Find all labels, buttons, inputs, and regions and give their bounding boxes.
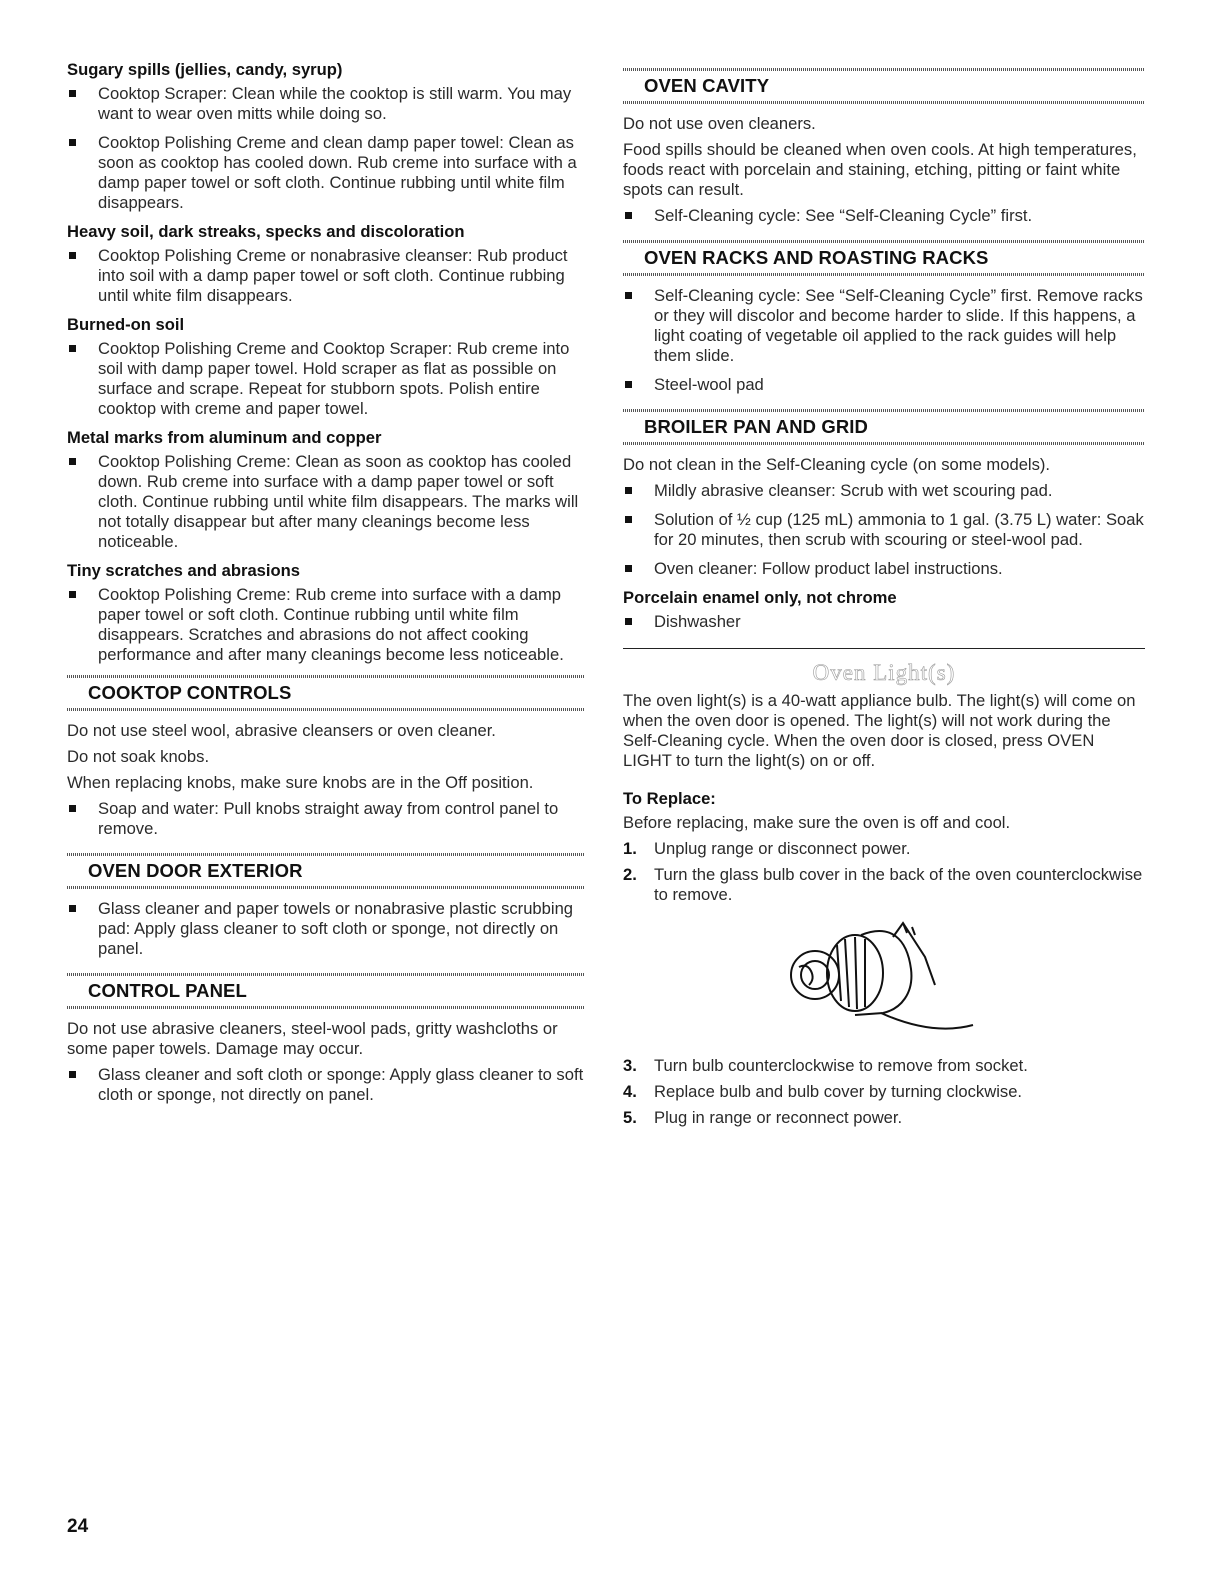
bullet-square-icon bbox=[69, 805, 76, 812]
list-item: Glass cleaner and paper towels or nonabrasive plastic scrubbing pad: Apply glass cleaner to soft cloth or sponge, not directly on panel. bbox=[67, 899, 584, 959]
section-heading: COOKTOP CONTROLS bbox=[88, 682, 292, 703]
section-rule bbox=[67, 886, 584, 889]
step-item: 4. Replace bulb and bulb cover by turning clockwise. bbox=[623, 1082, 1023, 1101]
list-item: Cooktop Polishing Creme and clean damp paper towel: Clean as soon as cooktop has cooled down. Rub creme into surface with a damp paper towel or soft cloth. Continue rubbing until white film disappears. bbox=[67, 133, 584, 213]
porcelain-title: Porcelain enamel only, not chrome bbox=[623, 588, 897, 607]
bullet-square-icon bbox=[625, 292, 632, 299]
section-oven-racks bbox=[623, 240, 1145, 276]
section-rule bbox=[67, 708, 584, 711]
section-heading: OVEN DOOR EXTERIOR bbox=[88, 860, 303, 881]
list-item: Cooktop Polishing Creme or nonabrasive cleanser: Rub product into soil with a damp paper towel or soft cloth. Continue rubbing until white film disappears. bbox=[67, 246, 584, 306]
paragraph: Food spills should be cleaned when oven cools. At high temperatures, foods react with porcelain and staining, etching, pitting or faint white spots can result. bbox=[623, 140, 1137, 199]
list-item: Cooktop Polishing Creme: Rub creme into surface with a damp paper towel or soft cloth. Continue rubbing until white film disappears. Scratches and abrasions do not affect cooking performance and after many cleanings become less noticeable. bbox=[67, 585, 584, 665]
bullet-square-icon bbox=[69, 90, 76, 97]
paragraph: The oven light(s) is a 40-watt appliance bulb. The light(s) will come on when the oven door is opened. The light(s) will not work during the Self-Cleaning cycle. When the oven door is closed, press OVEN LIGHT to turn the light(s) on or off. bbox=[623, 691, 1136, 770]
bullet-square-icon bbox=[69, 905, 76, 912]
list-item: Solution of ½ cup (125 mL) ammonia to 1 gal. (3.75 L) water: Soak for 20 minutes, then scrub with scouring or steel-wool pad. bbox=[623, 510, 1145, 550]
section-rule bbox=[623, 273, 1145, 276]
burned-on-soil-title: Burned-on soil bbox=[67, 315, 185, 334]
list-item: Glass cleaner and soft cloth or sponge: Apply glass cleaner to soft cloth or sponge, not directly on panel. bbox=[67, 1065, 584, 1105]
list-item: Dishwasher bbox=[623, 612, 1145, 632]
step-item: 2. Turn the glass bulb cover in the back of the oven counterclockwise to remove. bbox=[623, 865, 1143, 904]
bullet-square-icon bbox=[69, 458, 76, 465]
step-item: 5. Plug in range or reconnect power. bbox=[623, 1108, 903, 1127]
section-broiler-pan bbox=[623, 409, 1145, 445]
paragraph: Before replacing, make sure the oven is off and cool. bbox=[623, 813, 1011, 832]
bulb-cover-removal-illustration bbox=[623, 915, 1145, 1043]
bullet-square-icon bbox=[625, 381, 632, 388]
list-item: Cooktop Polishing Creme and Cooktop Scraper: Rub creme into soil with damp paper towel. Hold scraper as flat as possible on surface and scrape. Repeat for stubborn spots. Polish entire cooktop with creme and paper towel. bbox=[67, 339, 584, 419]
bullet-square-icon bbox=[625, 565, 632, 572]
bullet-square-icon bbox=[69, 345, 76, 352]
section-control-panel bbox=[67, 973, 584, 1009]
section-heading: BROILER PAN AND GRID bbox=[644, 416, 868, 437]
tiny-scratches-title: Tiny scratches and abrasions bbox=[67, 561, 301, 580]
paragraph: When replacing knobs, make sure knobs are in the Off position. bbox=[67, 773, 534, 792]
list-item: Self-Cleaning cycle: See “Self-Cleaning Cycle” first. bbox=[623, 206, 1145, 226]
list-item: Soap and water: Pull knobs straight away from control panel to remove. bbox=[67, 799, 584, 839]
metal-marks-title: Metal marks from aluminum and copper bbox=[67, 428, 382, 447]
paragraph: Do not clean in the Self-Cleaning cycle (on some models). bbox=[623, 455, 1051, 474]
bullet-square-icon bbox=[625, 212, 632, 219]
bullet-square-icon bbox=[69, 1071, 76, 1078]
bullet-square-icon bbox=[69, 591, 76, 598]
section-rule bbox=[623, 442, 1145, 445]
section-oven-cavity bbox=[623, 68, 1145, 104]
list-item: Cooktop Scraper: Clean while the cooktop is still warm. You may want to wear oven mitts while doing so. bbox=[67, 84, 584, 124]
bullet-square-icon bbox=[625, 487, 632, 494]
list-item: Steel-wool pad bbox=[623, 375, 1145, 395]
section-cooktop-controls bbox=[67, 675, 584, 711]
bullet-square-icon bbox=[69, 252, 76, 259]
paragraph: Do not use oven cleaners. bbox=[623, 114, 816, 133]
paragraph: Do not use abrasive cleaners, steel-wool pads, gritty washcloths or some paper towels. Damage may occur. bbox=[67, 1019, 558, 1058]
step-item: 3. Turn bulb counterclockwise to remove from socket. bbox=[623, 1056, 1028, 1075]
page-number: 24 bbox=[67, 1516, 89, 1537]
section-oven-door-exterior bbox=[67, 853, 584, 889]
heavy-soil-title: Heavy soil, dark streaks, specks and discoloration bbox=[67, 222, 465, 241]
bullet-square-icon bbox=[625, 618, 632, 625]
bullet-square-icon bbox=[625, 516, 632, 523]
sugary-spills-title: Sugary spills (jellies, candy, syrup) bbox=[67, 60, 343, 79]
bullet-square-icon bbox=[69, 139, 76, 146]
section-heading: CONTROL PANEL bbox=[88, 980, 247, 1001]
left-column bbox=[67, 60, 584, 1114]
section-heading: OVEN CAVITY bbox=[644, 75, 770, 96]
paragraph: Do not use steel wool, abrasive cleansers or oven cleaner. bbox=[67, 721, 496, 740]
list-item: Oven cleaner: Follow product label instructions. bbox=[623, 559, 1145, 579]
paragraph: Do not soak knobs. bbox=[67, 747, 210, 766]
list-item: Mildly abrasive cleanser: Scrub with wet scouring pad. bbox=[623, 481, 1145, 501]
list-item: Self-Cleaning cycle: See “Self-Cleaning Cycle” first. Remove racks or they will discolor and become harder to slide. If this happens, a light coating of vegetable oil applied to the rack guides will help them slide. bbox=[623, 286, 1145, 366]
section-divider bbox=[623, 648, 1145, 649]
right-column bbox=[623, 60, 1145, 1134]
oven-lights-title: Oven Light(s) bbox=[812, 660, 956, 685]
list-item: Cooktop Polishing Creme: Clean as soon as cooktop has cooled down. Rub creme into surface with a damp paper towel or soft cloth. Continue rubbing until white film disappears. The marks will not totally disappear but after many cleanings become less noticeable. bbox=[67, 452, 584, 552]
step-item: 1. Unplug range or disconnect power. bbox=[623, 839, 911, 858]
section-rule bbox=[67, 1006, 584, 1009]
section-heading: OVEN RACKS AND ROASTING RACKS bbox=[644, 247, 989, 268]
section-rule bbox=[623, 101, 1145, 104]
to-replace-title: To Replace: bbox=[623, 789, 716, 808]
